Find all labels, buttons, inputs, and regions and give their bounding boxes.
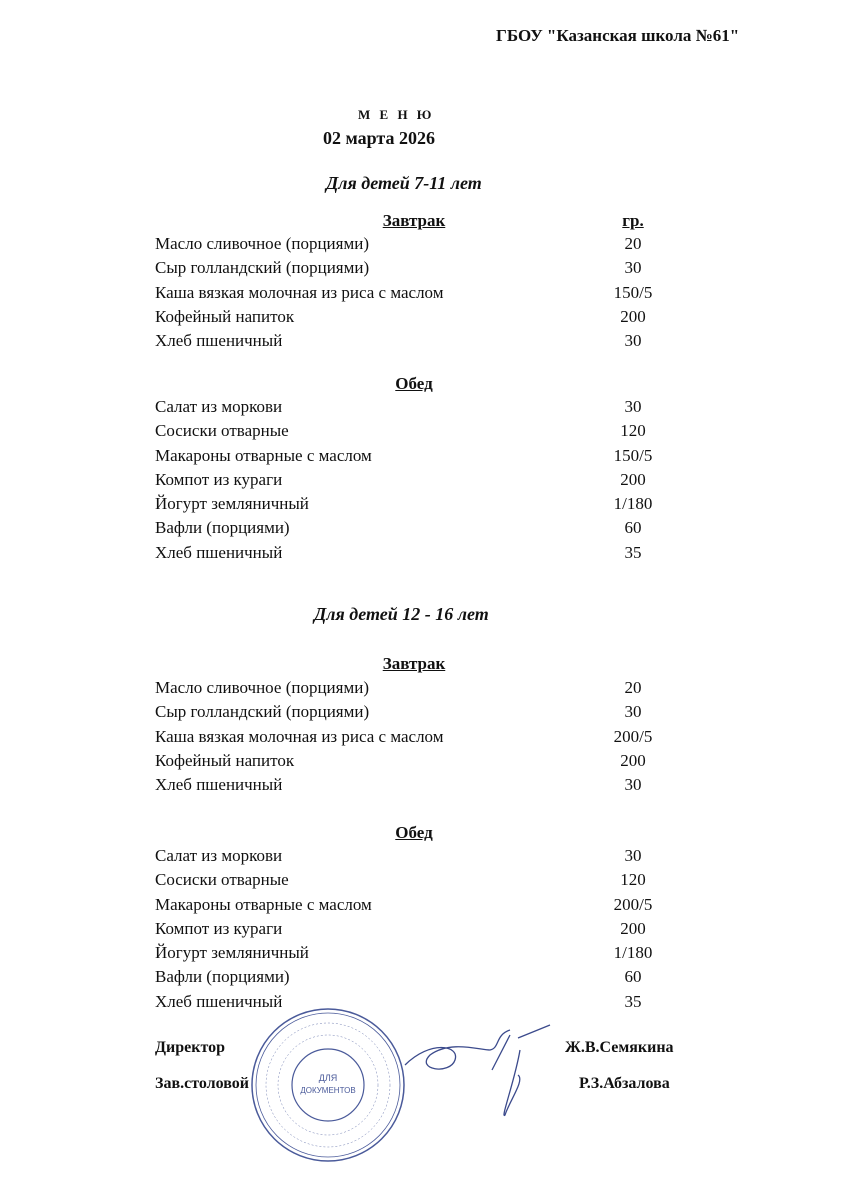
portion-grams: 200 xyxy=(620,469,646,489)
dish-name: Масло сливочное (порциями) xyxy=(155,678,369,697)
portion-grams: 35 xyxy=(624,542,642,562)
age-group-title: Для детей 7-11 лет xyxy=(326,173,482,193)
portion-grams: 30 xyxy=(624,775,642,795)
dish-name: Сыр голландский (порциями) xyxy=(155,702,370,722)
menu-item xyxy=(155,492,675,516)
menu-item xyxy=(155,516,675,540)
menu-item xyxy=(155,329,675,353)
portion-grams: 200/5 xyxy=(613,894,653,914)
menu-item xyxy=(155,965,675,989)
dish-name: Хлеб пшеничный xyxy=(155,775,283,795)
school-stamp xyxy=(248,1005,408,1165)
menu-list xyxy=(155,676,675,797)
dish-name: Салат из моркови xyxy=(155,397,283,416)
school-name: ГБОУ "Казанская школа №61" xyxy=(496,26,740,45)
dish-name: Вафли (порциями) xyxy=(155,518,290,538)
svg-text:ДОКУМЕНТОВ: ДОКУМЕНТОВ xyxy=(300,1086,356,1095)
dish-name: Кофейный напиток xyxy=(155,750,295,770)
menu-item xyxy=(155,868,675,892)
portion-grams: 60 xyxy=(624,518,642,538)
portion-grams: 200 xyxy=(620,750,646,770)
meal-title: Завтрак xyxy=(382,654,446,673)
signature xyxy=(400,1020,560,1130)
menu-item xyxy=(155,893,675,917)
menu-item xyxy=(155,676,675,700)
portion-grams: 200/5 xyxy=(613,726,653,746)
portion-grams: 30 xyxy=(624,258,642,278)
signature-role: Зав.столовой xyxy=(155,1075,249,1092)
portion-grams: 35 xyxy=(624,991,642,1011)
menu-item xyxy=(155,941,675,965)
menu-item xyxy=(155,256,675,280)
menu-list xyxy=(155,844,675,1014)
meal-title: Завтрак xyxy=(382,211,446,230)
dish-name: Йогурт земляничный xyxy=(155,494,309,514)
dish-name: Каша вязкая молочная из риса с маслом xyxy=(155,282,444,302)
portion-grams: 150/5 xyxy=(613,445,653,465)
portion-grams: 1/180 xyxy=(613,494,653,514)
portion-grams: 120 xyxy=(620,421,646,441)
dish-name: Хлеб пшеничный xyxy=(155,331,283,351)
portion-grams: 30 xyxy=(624,331,642,351)
dish-name: Макароны отварные с маслом xyxy=(155,445,372,465)
menu-item xyxy=(155,305,675,329)
menu-item xyxy=(155,990,675,1014)
portion-grams: 150/5 xyxy=(613,282,653,302)
portion-grams: 120 xyxy=(620,870,646,890)
portion-grams: 30 xyxy=(624,397,642,416)
menu-item xyxy=(155,725,675,749)
dish-name: Салат из моркови xyxy=(155,846,283,865)
portion-grams: 20 xyxy=(624,678,642,697)
units-label: гр. xyxy=(622,211,644,230)
dish-name: Сосиски отварные xyxy=(155,421,289,441)
portion-grams: 200 xyxy=(620,306,646,326)
menu-item xyxy=(155,419,675,443)
dish-name: Хлеб пшеничный xyxy=(155,542,283,562)
menu-item xyxy=(155,917,675,941)
menu-item xyxy=(155,773,675,797)
dish-name: Макароны отварные с маслом xyxy=(155,894,372,914)
menu-item xyxy=(155,844,675,868)
dish-name: Кофейный напиток xyxy=(155,306,295,326)
dish-name: Хлеб пшеничный xyxy=(155,991,283,1011)
dish-name: Каша вязкая молочная из риса с маслом xyxy=(155,726,444,746)
portion-grams: 200 xyxy=(620,918,646,938)
dish-name: Масло сливочное (порциями) xyxy=(155,234,369,253)
dish-name: Сосиски отварные xyxy=(155,870,289,890)
menu-item xyxy=(155,749,675,773)
age-group-title: Для детей 12 - 16 лет xyxy=(314,604,489,624)
menu-item xyxy=(155,281,675,305)
menu-item xyxy=(155,395,675,419)
menu-item xyxy=(155,700,675,724)
dish-name: Компот из кураги xyxy=(155,469,283,489)
dish-name: Йогурт земляничный xyxy=(155,943,309,963)
signature-role: Директор xyxy=(155,1039,225,1056)
meal-title: Обед xyxy=(395,823,433,842)
menu-date: 02 марта 2026 xyxy=(323,128,435,148)
menu-item xyxy=(155,541,675,565)
portion-grams: 60 xyxy=(624,967,642,987)
signature-name: Р.З.Абзалова xyxy=(579,1075,670,1092)
menu-item xyxy=(155,468,675,492)
menu-item xyxy=(155,232,675,256)
menu-item xyxy=(155,444,675,468)
dish-name: Компот из кураги xyxy=(155,918,283,938)
svg-text:ДЛЯ: ДЛЯ xyxy=(318,1073,338,1083)
portion-grams: 1/180 xyxy=(613,943,653,963)
menu-list xyxy=(155,232,675,353)
meal-title: Обед xyxy=(395,374,433,393)
dish-name: Вафли (порциями) xyxy=(155,967,290,987)
menu-list xyxy=(155,395,675,565)
menu-heading: М Е Н Ю xyxy=(358,107,435,122)
portion-grams: 30 xyxy=(624,846,642,865)
portion-grams: 20 xyxy=(624,234,642,253)
dish-name: Сыр голландский (порциями) xyxy=(155,258,370,278)
portion-grams: 30 xyxy=(624,702,642,722)
signature-name: Ж.В.Семякина xyxy=(565,1039,674,1056)
